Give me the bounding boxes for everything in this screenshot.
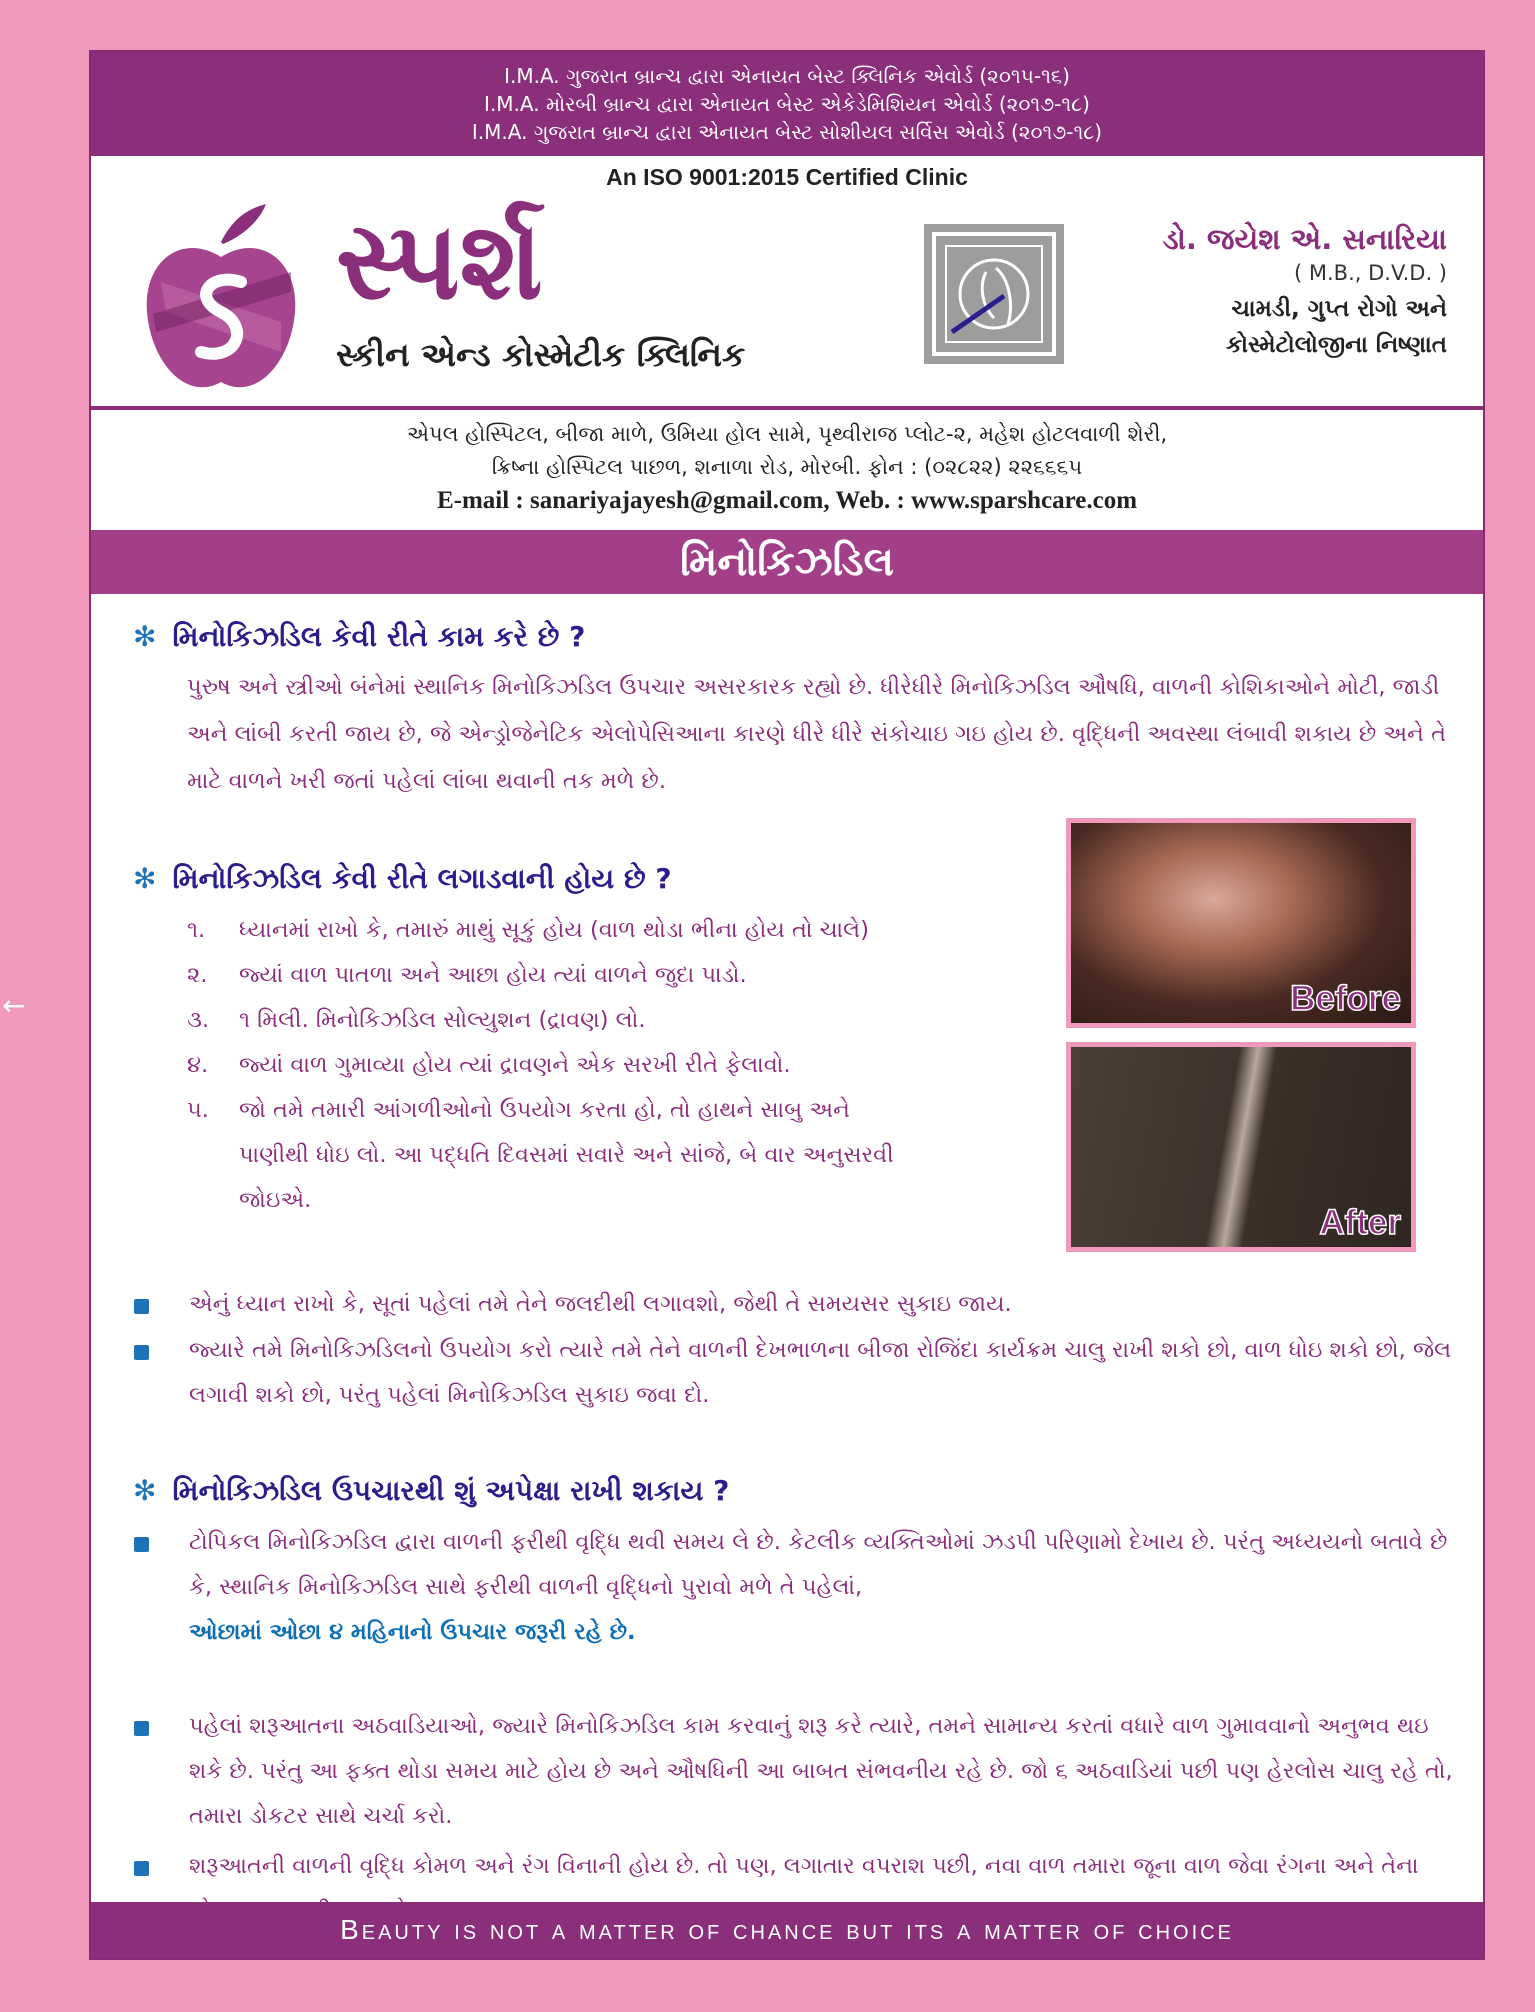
expectation-text: પહેલાં શરૂઆતના અઠવાડિયાઓ, જ્યારે મિનોકિઝડિલ કામ કરવાનું શરૂ કરે ત્યારે, તમને સામાન્ય કરતાં વધારે વાળ ગુમાવવાનો અનુભવ થઇ શકે છે. પરંતુ આ ફક્ત થોડા સમય માટે હોય છે અને ઔષધિની આ બાબત સંભવનીય રહે છે. જો ૬ અઠવાડિયાં પછી પણ હેરલોસ ચાલુ રહે તો, તમારા ડોકટર સાથે ચર્ચા કરો. bbox=[189, 1713, 1453, 1829]
blue-square-bullet-icon bbox=[134, 1537, 149, 1552]
list-item bbox=[131, 1328, 1453, 1418]
clinic-brand-name: સ્પર્શ bbox=[336, 199, 543, 324]
after-label: After bbox=[1319, 1203, 1401, 1242]
step-number: ૩. bbox=[187, 1007, 210, 1033]
list-item bbox=[187, 908, 1037, 953]
highlight-text: ઓછામાં ઓછા ૪ મહિનાનો ઉપચાર જરૂરી રહે છે. bbox=[189, 1619, 636, 1645]
section-heading bbox=[133, 1474, 729, 1508]
note-text: એનું ધ્યાન રાખો કે, સૂતાં પહેલાં તમે તેને જલદીથી લગાવશો, જેથી તે સમયસર સુકાઇ જાય. bbox=[189, 1291, 1012, 1317]
step-text: જ્યાં વાળ ગુમાવ્યા હોય ત્યાં દ્રાવણને એક સરખી રીતે ફેલાવો. bbox=[239, 1052, 791, 1078]
expectation-body: ટોપિકલ મિનોકિઝડિલ દ્વારા વાળની ફરીથી વૃદ્ધિ થવી સમય લે છે. કેટલીક વ્યક્તિઓમાં ઝડપી પરિણામો દેખાય છે. પરંતુ અધ્યયનો બતાવે છે કે, સ્થાનિક મિનોકિઝડિલ સાથે ફરીથી વાળની વૃદ્ધિનો પુરાવો મળે તે પહેલાં, bbox=[189, 1529, 1448, 1600]
awards-banner bbox=[91, 52, 1483, 156]
clinic-brand-subtitle: સ્કીન એન્ડ કોસ્મેટીક ક્લિનિક bbox=[336, 335, 746, 374]
step-number: ૧. bbox=[187, 917, 206, 943]
doctor-degree: ( M.B., D.V.D. ) bbox=[1294, 261, 1447, 285]
expectation-text: શરૂઆતની વાળની વૃદ્ધિ કોમળ અને રંગ વિનાની હોય છે. તો પણ, લગાતાર વપરાશ પછી, નવા વાળ તમારા જૂના વાળ જેવા રંગના અને તેના bbox=[189, 1853, 1419, 1879]
step-number: ૫. bbox=[187, 1097, 209, 1123]
after-photo bbox=[1066, 1042, 1416, 1252]
address-line: ક્રિષ્ના હોસ્પિટલ પાછળ, શનાળા રોડ, મોરબી. ફોન : (૦૨૮૨૨) ૨૨૬૬૬૫ bbox=[491, 455, 1083, 479]
doctor-specialty-line: કોસ્મેટોલોજીના નિષ્ણાત bbox=[1225, 332, 1447, 358]
address-line: એપલ હોસ્પિટલ, બીજા માળે, ઉમિયા હોલ સામે, પૃથ્વીરાજ પ્લોટ-૨, મહેશ હોટલવાળી શેરી, bbox=[406, 422, 1168, 446]
list-item bbox=[131, 1704, 1453, 1839]
blue-square-bullet-icon bbox=[134, 1345, 149, 1360]
asterisk-icon: ✻ bbox=[133, 862, 157, 895]
asterisk-icon: ✻ bbox=[133, 620, 157, 653]
award-line: I.M.A. ગુજરાત બ્રાન્ચ દ્વારા એનાયત બેસ્ટ ક્લિનિક એવોર્ડ (૨૦૧૫-૧૬) bbox=[504, 64, 1070, 88]
step-text: જો તમે તમારી આંગળીઓનો ઉપયોગ કરતા હો, તો હાથને સાબુ અને પાણીથી ધોઇ લો. આ પદ્ધતિ દિવસમાં સવારે અને સાંજે, બે વાર અનુસરવી જોઇએ. bbox=[239, 1097, 894, 1213]
step-number: ૨. bbox=[187, 962, 208, 988]
award-line: I.M.A. મોરબી બ્રાન્ચ દ્વારા એનાયત બેસ્ટ એકેડેમિશિયન એવોર્ડ (૨૦૧૭-૧૮) bbox=[484, 92, 1090, 116]
doctor-specialty-line: ચામડી, ગુપ્ત રોગો અને bbox=[1231, 296, 1447, 322]
step-text: જ્યાં વાળ પાતળા અને આછા હોય ત્યાં વાળને જુદા પાડો. bbox=[239, 962, 747, 988]
step-text: ૧ મિલી. મિનોકિઝડિલ સોલ્યુશન (દ્રાવણ) લો. bbox=[239, 1007, 646, 1033]
footer-tagline: Beauty is not a matter of chance but its a matter of choice bbox=[91, 1902, 1483, 1958]
award-line: I.M.A. ગુજરાત બ્રાન્ચ દ્વારા એનાયત બેસ્ટ સોશીયલ સર્વિસ એવોર્ડ (૨૦૧૭-૧૮) bbox=[471, 120, 1103, 144]
blue-square-bullet-icon bbox=[134, 1721, 149, 1736]
divider bbox=[91, 406, 1483, 410]
doctor-info bbox=[1163, 222, 1447, 363]
list-item bbox=[131, 1520, 1453, 1655]
list-item bbox=[187, 998, 1037, 1043]
step-number: ૪. bbox=[187, 1052, 209, 1078]
application-steps bbox=[187, 908, 1037, 1223]
blue-square-bullet-icon bbox=[134, 1861, 149, 1876]
flyer-page bbox=[89, 50, 1485, 1960]
blue-square-bullet-icon bbox=[134, 1299, 149, 1314]
page-title: મિનોકિઝડિલ bbox=[91, 530, 1483, 594]
section-heading bbox=[133, 620, 585, 654]
list-item bbox=[187, 953, 1037, 998]
expectation-text bbox=[189, 1520, 1453, 1655]
section-heading-text: મિનોકિઝડિલ કેવી રીતે લગાડવાની હોય છે ? bbox=[172, 862, 672, 895]
asterisk-icon: ✻ bbox=[133, 1474, 157, 1507]
list-item bbox=[187, 1088, 907, 1223]
dermatology-emblem-icon bbox=[924, 224, 1064, 364]
section-heading-text: મિનોકિઝડિલ કેવી રીતે કામ કરે છે ? bbox=[172, 620, 586, 653]
note-text: જ્યારે તમે મિનોકિઝડિલનો ઉપયોગ કરો ત્યારે તમે તેને વાળની દેખભાળના બીજા રોજિંદા કાર્યક્રમ ચાલુ રાખી શકો છો, વાળ ધોઇ શકો છો, જેલ લગાવી શકો છો, પરંતુ પહેલાં મિનોકિઝડિલ સુકાઇ જવા દો. bbox=[189, 1337, 1452, 1408]
step-text: ધ્યાનમાં રાખો કે, તમારું માથું સૂકું હોય (વાળ થોડા ભીના હોય તો ચાલે) bbox=[239, 917, 869, 943]
before-label: Before bbox=[1290, 979, 1401, 1018]
section-heading bbox=[133, 862, 672, 896]
contact-line[interactable]: E-mail : sanariyajayesh@gmail.com, Web. : www.sparshcare.com bbox=[436, 487, 1138, 514]
before-photo bbox=[1066, 818, 1416, 1028]
list-item bbox=[131, 1282, 1453, 1327]
clinic-address bbox=[91, 418, 1483, 517]
iso-certification: An ISO 9001:2015 Certified Clinic bbox=[606, 164, 968, 190]
section-paragraph: પુરુષ અને સ્ત્રીઓ બંનેમાં સ્થાનિક મિનોકિઝડિલ ઉપચાર અસરકારક રહ્યો છે. ધીરેધીરે મિનોકિઝડિલ ઔષધિ, વાળની કોશિકાઓને મોટી, જાડી અને લાંબી કરતી જાય છે, જે એન્ડ્રોજેનેટિક એલોપેસિઆના કારણે ધીરે ધીરે સંકોચાઇ ગઇ હોય છે. વૃદ્ધિની અવસ્થા લંબાવી શકાય છે અને તે માટે વાળને ખરી જતાં પહેલાં લાંબા થવાની તક મળે છે. bbox=[187, 674, 1446, 794]
list-item bbox=[187, 1043, 1037, 1088]
section-heading-text: મિનોકિઝડિલ ઉપચારથી શું અપેક્ષા રાખી શકાય ? bbox=[172, 1474, 730, 1507]
apple-logo-icon bbox=[141, 202, 301, 402]
left-arrow-icon: ← bbox=[2, 989, 26, 1022]
doctor-specialty bbox=[1163, 291, 1447, 363]
doctor-name: ડો. જયેશ એ. સનારિયા bbox=[1162, 222, 1447, 256]
